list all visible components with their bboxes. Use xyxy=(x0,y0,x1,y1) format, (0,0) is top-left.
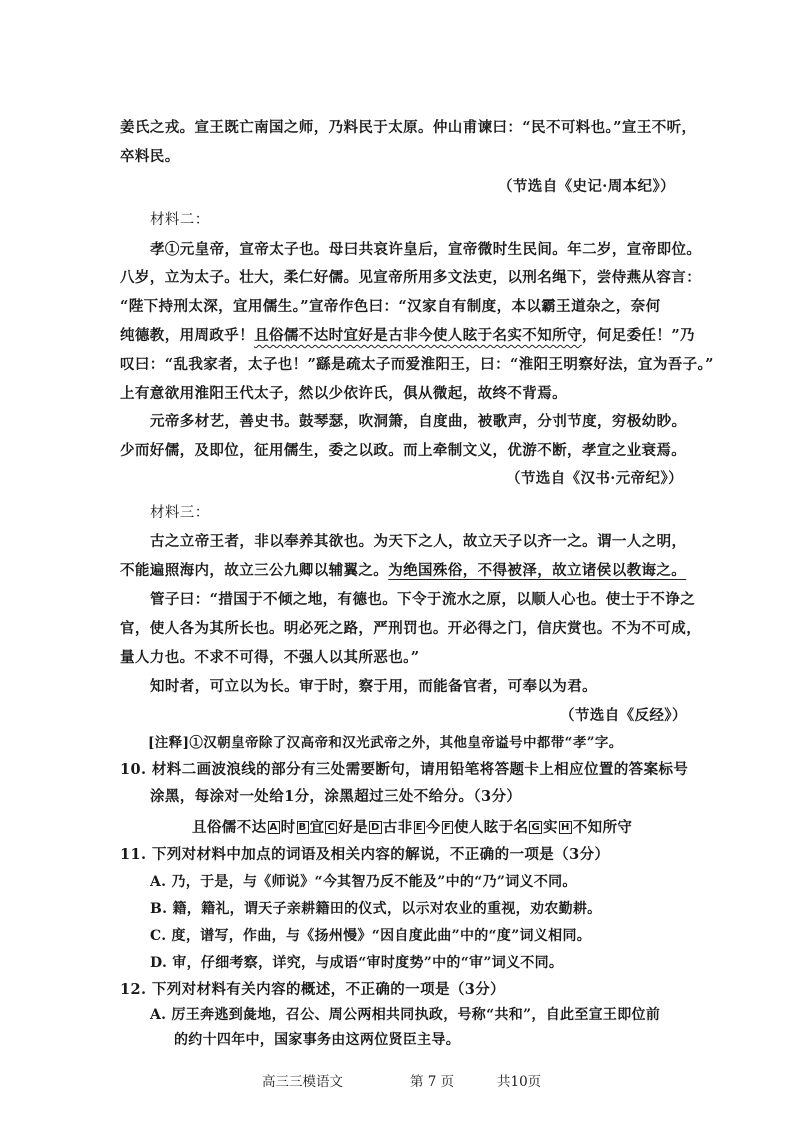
underlined-sentence: 为绝国殊俗，不得被泽，故立诸侯以教诲之。 xyxy=(388,562,687,579)
segment: 古非 xyxy=(382,819,413,836)
material3-p2-line2: 官，使人各为其所长也。明必死之路，严刑罚也。开必得之门，信庆赏也。不为不可成， xyxy=(120,620,702,637)
segment: 宜 xyxy=(309,819,325,836)
segment: 使人眩于名 xyxy=(453,819,529,836)
material3-p1-line2-start: 不能遍照海内，故立三公九卿以辅翼之。 xyxy=(120,562,389,579)
wavy-underlined-passage: 且俗儒不达时宜好是古非今使人眩于名实不知所守 xyxy=(254,327,582,344)
material2-p1-line6: 上有意欲用淮阳王代太子，然以少依许氏，俱从微起，故终不背焉。 xyxy=(120,385,567,402)
answer-box-f[interactable]: F xyxy=(443,822,451,833)
q11-option-b: B. 籍，籍礼，谓天子亲耕籍田的仪式，以示对农业的重视，劝农勤耕。 xyxy=(150,901,602,917)
answer-box-b[interactable]: B xyxy=(298,822,307,833)
material3-p1-line2 xyxy=(120,561,686,581)
annotation-note: [注释]①汉朝皇帝除了汉高帝和汉光武帝之外，其他皇帝谥号中都带“孝”字。 xyxy=(148,735,623,751)
segment: 时 xyxy=(280,819,296,836)
material2-p1-line5: 叹曰：“乱我家者，太子也！”繇是疏太子而爱淮阳王，曰：“淮阳王明察好法，宜为吾子。” xyxy=(120,356,714,373)
answer-box-d[interactable]: D xyxy=(371,822,380,833)
material2-p2-line1: 元帝多材艺，善史书。鼓琴瑟，吹洞箫，自度曲，被歌声，分刌节度，穷极幼眇。 xyxy=(150,413,687,430)
material2-p1-line4 xyxy=(120,326,695,346)
footer-page-number: 第 7 页 xyxy=(410,1074,455,1090)
q11-option-d: D. 审，仔细考察，详究，与成语“审时度势”中的“审”词义不同。 xyxy=(150,955,564,971)
answer-box-h[interactable]: H xyxy=(560,822,570,833)
segment: 实 xyxy=(543,819,558,836)
answer-box-e[interactable]: E xyxy=(415,822,423,833)
material3-p1-line1: 古之立帝王者，非以奉养其欲也。为天下之人，故立天子以齐一之。谓一人之明， xyxy=(150,533,687,550)
material3-p2-line3: 量人力也。不求不可得，不强人以其所恶也。” xyxy=(120,649,420,666)
material2-p2-line2: 少而好儒，及即位，征用儒生，委之以政。而上牵制文义，优游不断，孝宣之业衰焉。 xyxy=(120,442,687,459)
answer-box-g[interactable]: G xyxy=(531,822,541,833)
segment: 好是 xyxy=(338,819,369,836)
material1-source: （节选自《史记·周本纪》） xyxy=(498,178,675,195)
q12-option-a-line2: 的约十四年中，国家事务由这两位贤臣主导。 xyxy=(174,1032,460,1048)
q12-stem: 12. 下列对材料有关内容的概述，不正确的一项是（3分） xyxy=(120,981,506,998)
material2-p1-line1: 孝①元皇帝，宣帝太子也。母曰共哀许皇后，宣帝微时生民间。年二岁，宣帝即位。 xyxy=(150,241,702,258)
answer-box-a[interactable]: A xyxy=(269,822,278,833)
q11-option-c: C. 度，谱写，作曲，与《扬州慢》“因自度此曲”中的“度”词义相同。 xyxy=(150,928,592,944)
material3-heading: 材料三： xyxy=(150,505,210,521)
material2-p1-line4-end: ，何足委任！”乃 xyxy=(581,327,695,344)
material2-source: （节选自《汉书·元帝纪》） xyxy=(506,470,683,487)
q11-stem: 11. 下列对材料中加点的词语及相关内容的解说，不正确的一项是（3分） xyxy=(120,846,610,863)
q11-option-a: A. 乃，于是，与《师说》“今其智乃反不能及”中的“乃”词义不同。 xyxy=(150,874,577,890)
material2-p1-line4-start: 纯德教，用周政乎！ xyxy=(120,327,255,344)
material1-line2: 卒料民。 xyxy=(120,148,180,165)
material1-line1: 姜氏之戎。宣王既亡南国之师，乃料民于太原。仲山甫谏曰：“民不可料也。”宣王不听， xyxy=(120,119,697,136)
q12-option-a-line1: A. 厉王奔逃到彘地，召公、周公两相共同执政，号称“共和”，自此至宣王即位前 xyxy=(150,1007,661,1023)
answer-box-c[interactable]: C xyxy=(327,822,336,833)
material3-p3-line1: 知时者，可立以为长。审于时，察于用，而能备官者，可奉以为君。 xyxy=(150,678,597,695)
material3-source: （节选自《反经》） xyxy=(560,707,687,724)
material2-heading: 材料二： xyxy=(150,212,210,228)
material3-p2-line1: 管子曰：“措国于不倾之地，有德也。下令于流水之原，以顺人心也。使士于不诤之 xyxy=(150,591,696,608)
q10-segmented-answer xyxy=(192,818,632,838)
q10-stem-line1: 10. 材料二画波浪线的部分有三处需要断句，请用铅笔将答题卡上相应位置的答案标号 xyxy=(120,761,689,778)
segment: 且俗儒不达 xyxy=(192,819,267,836)
segment: 不知所守 xyxy=(572,819,633,836)
material2-p1-line2: 八岁，立为太子。壮大，柔仁好儒。见宣帝所用多文法吏，以刑名绳下，尝侍燕从容言： xyxy=(120,269,702,286)
segment: 今 xyxy=(425,819,441,836)
footer-exam-title: 高三三模语文 xyxy=(262,1074,343,1090)
q10-stem-line2: 涂黑，每涂对一处给1分，涂黑超过三处不给分。（3分） xyxy=(150,788,522,805)
material2-p1-line3: “陛下持刑太深，宜用儒生。”宣帝作色曰：“汉家自有制度，本以霸王道杂之，奈何 xyxy=(120,298,661,315)
footer-total-pages: 共10页 xyxy=(497,1074,542,1090)
